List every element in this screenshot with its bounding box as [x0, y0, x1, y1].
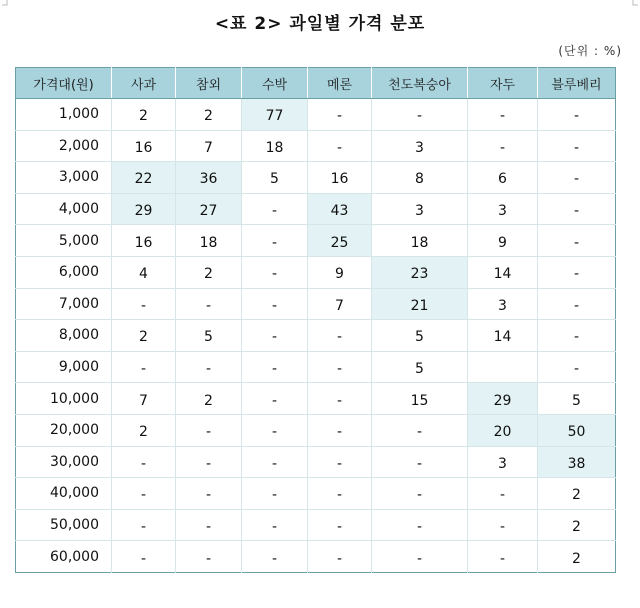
- value-cell: -: [242, 288, 308, 320]
- value-cell: 6: [468, 162, 538, 194]
- table-row: [16, 509, 616, 541]
- value-cell: 8: [372, 162, 468, 194]
- value-cell: -: [308, 383, 372, 415]
- column-header: 블루베리: [538, 68, 616, 99]
- value-cell: -: [112, 509, 176, 541]
- value-cell: -: [242, 320, 308, 352]
- value-cell: 18: [176, 225, 242, 257]
- table-title: <표 2> 과일별 가격 분포: [214, 14, 426, 34]
- value-cell: -: [538, 193, 616, 225]
- value-cell: 7: [176, 130, 242, 162]
- price-cell: 3,000: [16, 162, 112, 194]
- price-cell: 7,000: [16, 288, 112, 320]
- value-cell: -: [242, 193, 308, 225]
- value-cell: -: [372, 99, 468, 131]
- price-cell: 9,000: [16, 351, 112, 383]
- value-cell: 22: [112, 162, 176, 194]
- price-cell: 2,000: [16, 130, 112, 162]
- value-cell: 2: [538, 541, 616, 573]
- value-cell: -: [372, 446, 468, 478]
- value-cell: 23: [372, 256, 468, 288]
- value-cell: -: [176, 351, 242, 383]
- value-cell: -: [468, 509, 538, 541]
- value-cell: 27: [176, 193, 242, 225]
- value-cell: 3: [468, 446, 538, 478]
- value-cell: 3: [468, 193, 538, 225]
- table-row: [16, 162, 616, 194]
- value-cell: -: [308, 320, 372, 352]
- value-cell: 18: [242, 130, 308, 162]
- value-cell: 5: [242, 162, 308, 194]
- price-cell: 60,000: [50, 548, 99, 565]
- table-row: [16, 193, 616, 225]
- value-cell: 3: [468, 288, 538, 320]
- table-row: [16, 446, 616, 478]
- value-cell: 16: [112, 225, 176, 257]
- value-cell: 16: [112, 130, 176, 162]
- table-row: [16, 225, 616, 257]
- value-cell: -: [468, 478, 538, 510]
- price-cell: 6,000: [16, 256, 112, 288]
- table-row: [16, 288, 616, 320]
- value-cell: 4: [112, 256, 176, 288]
- table-row: [16, 541, 616, 573]
- price-cell: 1,000: [16, 99, 112, 131]
- value-cell: 14: [468, 256, 538, 288]
- value-cell: 38: [538, 446, 616, 478]
- value-cell: -: [112, 288, 176, 320]
- table-body: [16, 99, 616, 573]
- value-cell: -: [538, 351, 616, 383]
- column-header: 사과: [112, 68, 176, 99]
- table-row: [16, 383, 616, 415]
- value-cell: [468, 351, 538, 383]
- value-cell: -: [468, 99, 538, 131]
- value-cell: -: [176, 446, 242, 478]
- table-row: [16, 320, 616, 352]
- value-cell: 2: [112, 320, 176, 352]
- value-cell: -: [538, 320, 616, 352]
- value-cell: 9: [308, 256, 372, 288]
- value-cell: -: [372, 414, 468, 446]
- value-cell: -: [372, 541, 468, 573]
- value-cell: -: [242, 478, 308, 510]
- value-cell: 50: [538, 414, 616, 446]
- header-row: [16, 68, 616, 99]
- price-cell: 8,000: [16, 320, 112, 352]
- column-header: 메론: [308, 68, 372, 99]
- value-cell: 20: [468, 414, 538, 446]
- value-cell: -: [538, 162, 616, 194]
- table-row: [16, 351, 616, 383]
- value-cell: 21: [372, 288, 468, 320]
- value-cell: -: [112, 351, 176, 383]
- value-cell: 5: [176, 320, 242, 352]
- value-cell: -: [372, 478, 468, 510]
- price-cell: 30,000: [16, 446, 112, 478]
- value-cell: 3: [372, 193, 468, 225]
- value-cell: -: [242, 256, 308, 288]
- unit-label: (단위 : %): [558, 44, 622, 58]
- value-cell: 15: [372, 383, 468, 415]
- value-cell: -: [538, 99, 616, 131]
- value-cell: 3: [372, 130, 468, 162]
- value-cell: 7: [308, 288, 372, 320]
- value-cell: 2: [112, 99, 176, 131]
- value-cell: -: [176, 288, 242, 320]
- value-cell: 18: [372, 225, 468, 257]
- value-cell: 29: [468, 383, 538, 415]
- value-cell: 5: [538, 383, 616, 415]
- price-cell: 4,000: [16, 193, 112, 225]
- value-cell: -: [308, 446, 372, 478]
- value-cell: 25: [308, 225, 372, 257]
- value-cell: -: [176, 414, 242, 446]
- corner-mark-left: [2, 0, 8, 6]
- table-row: [16, 99, 616, 131]
- value-cell: -: [372, 509, 468, 541]
- column-header: 수박: [242, 68, 308, 99]
- price-distribution-table: [15, 67, 616, 573]
- value-cell: 2: [176, 99, 242, 131]
- value-cell: -: [242, 414, 308, 446]
- price-cell: 20,000: [16, 414, 112, 446]
- column-header: 자두: [468, 68, 538, 99]
- value-cell: 7: [112, 383, 176, 415]
- column-header-price: 가격대(원): [16, 68, 112, 99]
- value-cell: 14: [468, 320, 538, 352]
- value-cell: 2: [176, 256, 242, 288]
- value-cell: -: [242, 383, 308, 415]
- value-cell: 2: [538, 478, 616, 510]
- value-cell: -: [538, 256, 616, 288]
- value-cell: -: [176, 509, 242, 541]
- value-cell: 43: [308, 193, 372, 225]
- value-cell: -: [308, 414, 372, 446]
- value-cell: -: [308, 351, 372, 383]
- price-cell: 5,000: [16, 225, 112, 257]
- value-cell: -: [112, 446, 176, 478]
- value-cell: -: [112, 478, 176, 510]
- value-cell: 36: [176, 162, 242, 194]
- value-cell: -: [308, 509, 372, 541]
- value-cell: -: [308, 99, 372, 131]
- value-cell: 2: [538, 509, 616, 541]
- value-cell: 29: [112, 193, 176, 225]
- value-cell: -: [468, 541, 538, 573]
- value-cell: 77: [242, 99, 308, 131]
- value-cell: -: [242, 351, 308, 383]
- value-cell: 16: [308, 162, 372, 194]
- value-cell: -: [538, 130, 616, 162]
- value-cell: 2: [112, 414, 176, 446]
- value-cell: -: [242, 225, 308, 257]
- column-header: 참외: [176, 68, 242, 99]
- table-row: [16, 130, 616, 162]
- value-cell: -: [308, 130, 372, 162]
- corner-mark-right: [632, 0, 638, 6]
- value-cell: -: [242, 541, 308, 573]
- value-cell: -: [308, 478, 372, 510]
- column-header: 천도복숭아: [372, 68, 468, 99]
- price-cell: 50,000: [16, 509, 112, 541]
- value-cell: -: [176, 541, 242, 573]
- value-cell: -: [112, 541, 176, 573]
- table-row: [16, 478, 616, 510]
- table-row: [16, 414, 616, 446]
- value-cell: 5: [372, 320, 468, 352]
- table-row: [16, 256, 616, 288]
- value-cell: 2: [176, 383, 242, 415]
- value-cell: -: [176, 478, 242, 510]
- value-cell: -: [538, 225, 616, 257]
- value-cell: -: [242, 446, 308, 478]
- price-cell: 10,000: [16, 383, 112, 415]
- value-cell: 9: [468, 225, 538, 257]
- price-cell: 40,000: [16, 478, 112, 510]
- value-cell: 5: [372, 351, 468, 383]
- value-cell: -: [468, 130, 538, 162]
- value-cell: -: [242, 509, 308, 541]
- value-cell: -: [538, 288, 616, 320]
- value-cell: -: [308, 541, 372, 573]
